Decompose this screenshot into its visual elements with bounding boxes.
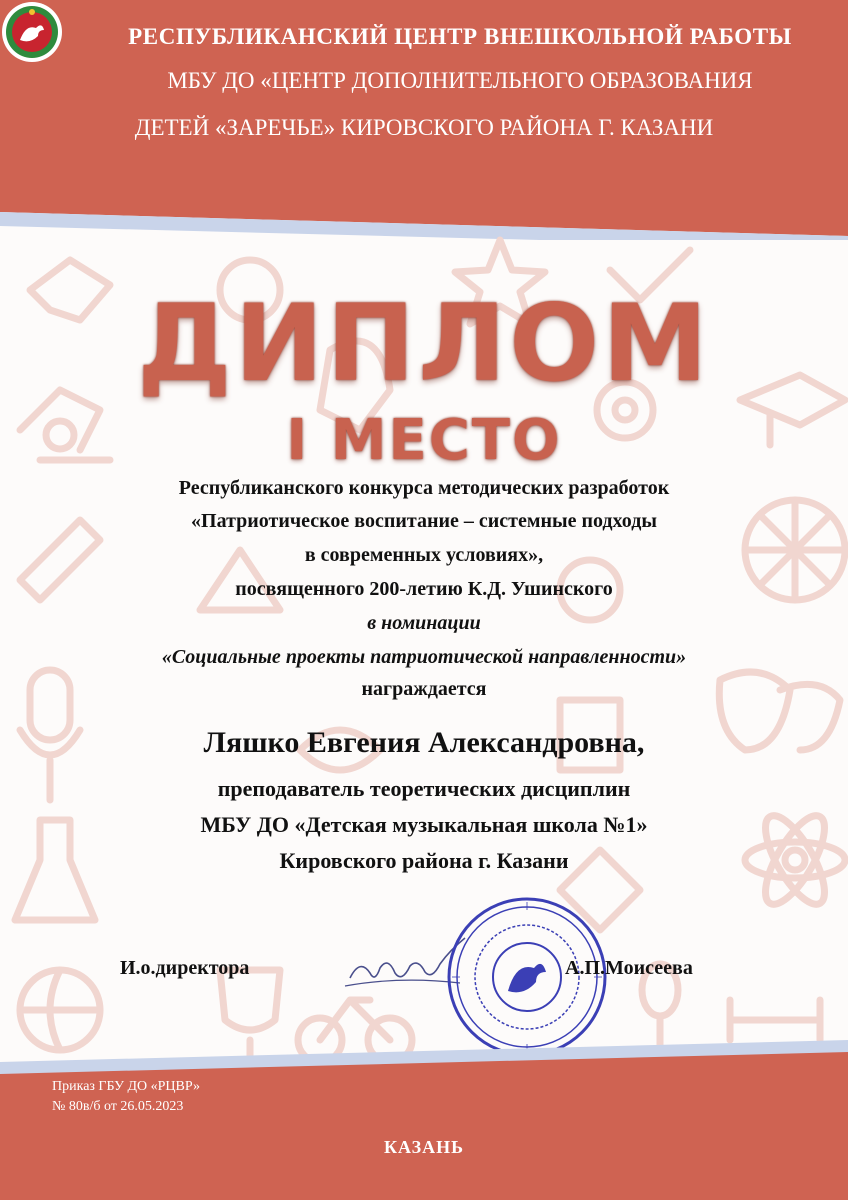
awarded-label: награждается: [361, 678, 487, 700]
dumbbell-icon: [730, 1000, 820, 1040]
header-line-3: ДЕТЕЙ «ЗАРЕЧЬЕ» КИРОВСКОГО РАЙОНА Г. КАЗАНИ: [134, 115, 714, 140]
city-label: КАЗАНЬ: [383, 1137, 464, 1157]
contest-line-1: Республиканского конкурса методических разработок: [178, 477, 670, 499]
recipient-organization: МБУ ДО «Детская музыкальная школа №1»: [200, 812, 648, 837]
order-line-2: № 80в/б от 26.05.2023: [52, 1099, 184, 1114]
signatory-title: И.о.директора: [120, 957, 250, 979]
recipient-name: Ляшко Евгения Александровна,: [203, 726, 645, 759]
tatarstan-emblem-icon: [0, 0, 64, 64]
diploma-title: ДИПЛОМ: [137, 282, 711, 405]
contest-line-4: посвященного 200-летию К.Д. Ушинского: [235, 578, 613, 600]
header-band: [0, 0, 848, 240]
nomination-label: в номинации: [367, 612, 481, 634]
place-title: I МЕСТО: [286, 408, 562, 473]
contest-line-2: «Патриотическое воспитание – системные подходы: [191, 510, 657, 532]
contest-line-3: в современных условиях»,: [304, 544, 544, 566]
header-line-2: МБУ ДО «ЦЕНТР ДОПОЛНИТЕЛЬНОГО ОБРАЗОВАНИЯ: [167, 68, 753, 93]
recipient-position: преподаватель теоретических дисциплин: [217, 776, 631, 801]
signatory-name: А.П.Моисеева: [565, 957, 693, 979]
footer-band: [0, 1040, 848, 1200]
nomination-name: «Социальные проекты патриотической направленности»: [161, 646, 687, 668]
header-line-1: РЕСПУБЛИКАНСКИЙ ЦЕНТР ВНЕШКОЛЬНОЙ РАБОТЫ: [128, 24, 792, 49]
order-line-1: Приказ ГБУ ДО «РЦВР»: [52, 1079, 201, 1094]
recipient-district: Кировского района г. Казани: [279, 848, 569, 873]
